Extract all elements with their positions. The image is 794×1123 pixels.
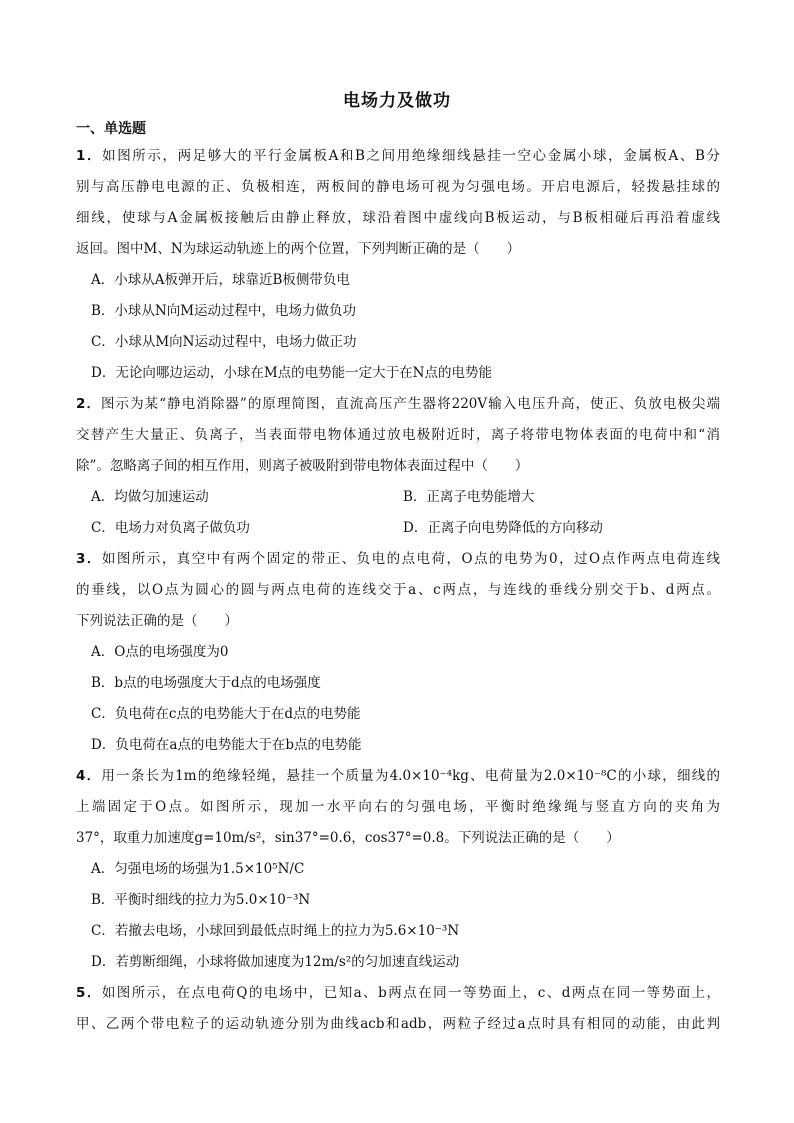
- question-5-line-2: 甲、乙两个带电粒子的运动轨迹分别为曲线acb和adb，两粒子经过a点时具有相同的动能，由此判: [76, 1016, 720, 1032]
- q4-option-b: B．平衡时细线的拉力为5.0×10⁻³N: [91, 892, 311, 908]
- question-text: 如图所示，真空中有两个固定的带正、负电的点电荷，O点的电势为0，过O点作两点电荷连线: [101, 551, 720, 567]
- question-4-line-3: 37°，取重力加速度g=10m/s²，sin37°=0.6，cos37°=0.8。下列说法正确的是（ ）: [76, 830, 620, 846]
- q3-option-c: C．负电荷在c点的电势能大于在d点的电势能: [91, 706, 361, 722]
- question-1-line-3: 细线，使球与A金属板接触后由静止释放，球沿着图中虚线向B板运动，与B板相碰后再沿着虚线: [76, 210, 720, 226]
- q1-option-b: B．小球从N向M运动过程中，电场力做负功: [91, 303, 357, 319]
- question-3-line-2: 的垂线，以O点为圆心的圆与两点电荷的连线交于a、c两点，与连线的垂线分别交于b、d两点。: [76, 582, 720, 598]
- question-number: 5．: [76, 985, 102, 1001]
- question-3-line-3: 下列说法正确的是（ ）: [76, 613, 238, 629]
- question-3-line-1: [76, 549, 720, 569]
- question-number: 1．: [76, 148, 103, 164]
- question-text: 如图所示，在点电荷Q的电场中，已知a、b两点在同一等势面上，c、d两点在同一等势面上，: [101, 985, 720, 1001]
- question-2-line-3: 除”。忽略离子间的相互作用，则离子被吸附到带电物体表面过程中（ ）: [76, 458, 529, 474]
- q3-option-d: D．负电荷在a点的电势能大于在b点的电势能: [91, 737, 362, 753]
- question-2-line-1: [76, 394, 720, 414]
- q4-option-d: D．若剪断细绳，小球将做加速度为12m/s²的匀加速直线运动: [91, 954, 460, 970]
- q2-option-d: D．正离子向电势降低的方向移动: [403, 520, 603, 536]
- question-text: 图示为某“静电消除器”的原理简图，直流高压产生器将220V输入电压升高，使正、负放电极尖端: [101, 396, 720, 412]
- question-number: 2．: [76, 396, 101, 412]
- question-text: 如图所示，两足够大的平行金属板A和B之间用绝缘细线悬挂一空心金属小球，金属板A、B分: [102, 148, 720, 164]
- question-number: 3．: [76, 551, 102, 567]
- question-1-line-2: 别与高压静电电源的正、负极相连，两板间的静电场可视为匀强电场。开启电源后，轻拨悬挂球的: [76, 179, 720, 195]
- question-2-line-2: 交替产生大量正、负离子，当表面带电物体通过放电极附近时，离子将带电物体表面的电荷中和“消: [76, 427, 720, 443]
- q1-option-c: C．小球从M向N运动过程中，电场力做正功: [91, 334, 357, 350]
- question-5-line-1: [76, 983, 720, 1003]
- question-1-line-1: [76, 146, 720, 166]
- question-4-line-2: 上端固定于O点。如图所示，现加一水平向右的匀强电场，平衡时绝缘绳与竖直方向的夹角为: [76, 799, 720, 815]
- question-4-line-1: [76, 766, 720, 786]
- q2-option-b: B．正离子电势能增大: [403, 489, 535, 505]
- question-text: 用一条长为1m的绝缘轻绳，悬挂一个质量为4.0×10⁻⁴kg、电荷量为2.0×10⁻⁸C的小球，细线的: [101, 768, 720, 784]
- q1-option-d: D．无论向哪边运动，小球在M点的电势能一定大于在N点的电势能: [91, 365, 492, 381]
- q2-option-a: A．均做匀加速运动: [91, 489, 209, 505]
- page-title: 电场力及做功: [343, 91, 451, 111]
- q1-option-a: A．小球从A板弹开后，球靠近B板侧带负电: [91, 272, 350, 288]
- q3-option-a: A．O点的电场强度为0: [91, 644, 229, 660]
- q4-option-c: C．若撤去电场，小球回到最低点时绳上的拉力为5.6×10⁻³N: [91, 923, 460, 939]
- q4-option-a: A．匀强电场的场强为1.5×10⁵N/C: [91, 861, 305, 877]
- section-heading: 一、单选题: [76, 121, 146, 137]
- question-1-line-4: 返回。图中M、N为球运动轨迹上的两个位置，下列判断正确的是（ ）: [76, 241, 521, 257]
- question-number: 4．: [76, 768, 102, 784]
- q3-option-b: B．b点的电场强度大于d点的电场强度: [91, 675, 321, 691]
- q2-option-c: C．电场力对负离子做负功: [91, 520, 250, 536]
